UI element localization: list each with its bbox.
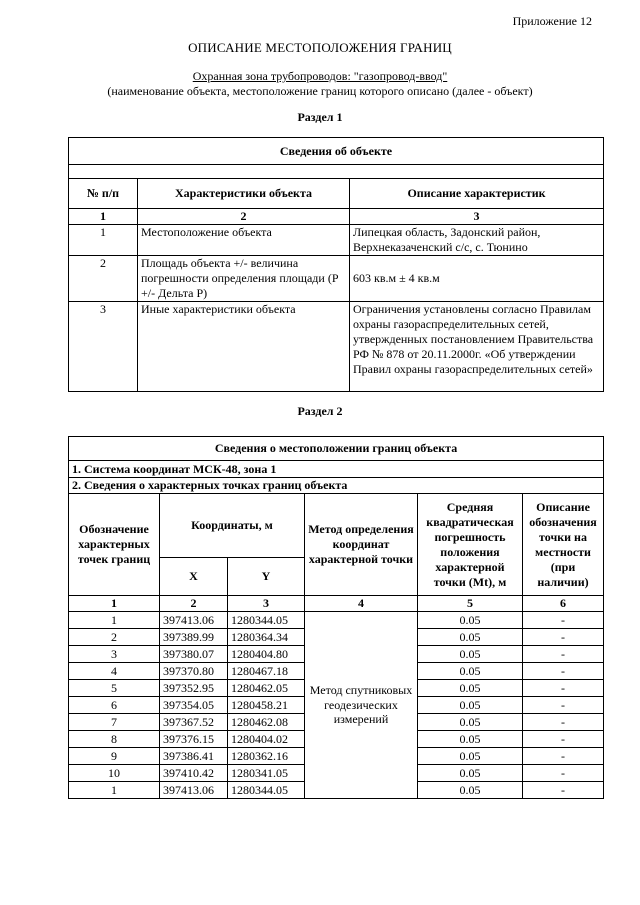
point-error: 0.05 xyxy=(418,714,523,731)
coordinate-system: 1. Система координат МСК-48, зона 1 xyxy=(69,461,604,478)
point-error: 0.05 xyxy=(418,612,523,629)
point-id: 5 xyxy=(69,680,160,697)
point-y: 1280362.16 xyxy=(228,748,305,765)
row-number: 2 xyxy=(69,256,138,302)
point-error: 0.05 xyxy=(418,697,523,714)
col-number: 2 xyxy=(160,596,228,612)
header-method: Метод определения координат характерной точки xyxy=(305,494,418,596)
point-error: 0.05 xyxy=(418,680,523,697)
point-y: 1280404.02 xyxy=(228,731,305,748)
point-x: 397389.99 xyxy=(160,629,228,646)
point-error: 0.05 xyxy=(418,629,523,646)
point-x: 397410.42 xyxy=(160,765,228,782)
col-number: 3 xyxy=(228,596,305,612)
header-y: Y xyxy=(228,558,305,596)
point-id: 2 xyxy=(69,629,160,646)
point-x: 397354.05 xyxy=(160,697,228,714)
point-description: - xyxy=(523,714,604,731)
point-error: 0.05 xyxy=(418,646,523,663)
point-error: 0.05 xyxy=(418,765,523,782)
point-x: 397386.41 xyxy=(160,748,228,765)
point-description: - xyxy=(523,731,604,748)
characteristic-value: 603 кв.м ± 4 кв.м xyxy=(350,256,604,302)
characteristic-value: Ограничения установлены согласно Правилам охраны газораспределительных сетей, утвержденных постановлением Правительства РФ № 878 от 20.11.2000г. «Об утверждении Правил охраны газораспределительных сетей» xyxy=(350,302,604,392)
object-info-title: Сведения об объекте xyxy=(69,138,604,165)
header-description: Описание обозначения точки на местности (при наличии) xyxy=(523,494,604,596)
object-name: Охранная зона трубопроводов: "газопровод-ввод" xyxy=(192,69,448,83)
point-id: 1 xyxy=(69,612,160,629)
point-error: 0.05 xyxy=(418,748,523,765)
point-y: 1280462.08 xyxy=(228,714,305,731)
boundary-points-table xyxy=(68,436,604,799)
row-number: 3 xyxy=(69,302,138,392)
point-id: 1 xyxy=(69,782,160,799)
characteristic-name: Местоположение объекта xyxy=(138,225,350,256)
boundary-table-title: Сведения о местоположении границ объекта xyxy=(69,437,604,461)
header-error: Средняя квадратическая погрешность положения характерной точки (Mt), м xyxy=(418,494,523,596)
point-description: - xyxy=(523,782,604,799)
point-y: 1280341.05 xyxy=(228,765,305,782)
point-id: 9 xyxy=(69,748,160,765)
point-x: 397352.95 xyxy=(160,680,228,697)
point-id: 10 xyxy=(69,765,160,782)
point-description: - xyxy=(523,765,604,782)
col-header-characteristic: Характеристики объекта xyxy=(138,179,350,209)
header-point-designation: Обозначение характерных точек границ xyxy=(69,494,160,596)
col-number: 1 xyxy=(69,596,160,612)
col-number: 1 xyxy=(69,209,138,225)
point-id: 8 xyxy=(69,731,160,748)
header-coordinates: Координаты, м xyxy=(160,494,305,558)
characteristic-value: Липецкая область, Задонский район, Верхнеказаченский с/с, с. Тюнино xyxy=(350,225,604,256)
point-id: 7 xyxy=(69,714,160,731)
point-x: 397370.80 xyxy=(160,663,228,680)
point-description: - xyxy=(523,680,604,697)
point-error: 0.05 xyxy=(418,731,523,748)
point-description: - xyxy=(523,629,604,646)
point-y: 1280467.18 xyxy=(228,663,305,680)
point-y: 1280404.80 xyxy=(228,646,305,663)
point-id: 4 xyxy=(69,663,160,680)
col-number: 5 xyxy=(418,596,523,612)
point-description: - xyxy=(523,663,604,680)
characteristic-name: Площадь объекта +/- величина погрешности определения площади (Р +/- Дельта Р) xyxy=(138,256,350,302)
point-error: 0.05 xyxy=(418,782,523,799)
point-id: 3 xyxy=(69,646,160,663)
method-cell: Метод спутниковых геодезических измерений xyxy=(305,612,418,799)
point-y: 1280344.05 xyxy=(228,782,305,799)
characteristic-name: Иные характеристики объекта xyxy=(138,302,350,392)
object-name-caption: (наименование объекта, местоположение границ которого описано (далее - объект) xyxy=(107,84,533,98)
col-header-number: № п/п xyxy=(69,179,138,209)
document-title: ОПИСАНИЕ МЕСТОПОЛОЖЕНИЯ ГРАНИЦ xyxy=(188,40,452,55)
point-y: 1280364.34 xyxy=(228,629,305,646)
point-x: 397376.15 xyxy=(160,731,228,748)
point-y: 1280462.05 xyxy=(228,680,305,697)
section1-label: Раздел 1 xyxy=(297,110,343,124)
col-number: 4 xyxy=(305,596,418,612)
point-error: 0.05 xyxy=(418,663,523,680)
point-y: 1280458.21 xyxy=(228,697,305,714)
points-info-subtitle: 2. Сведения о характерных точках границ объекта xyxy=(69,478,604,494)
point-description: - xyxy=(523,697,604,714)
point-description: - xyxy=(523,646,604,663)
spacer-row xyxy=(69,165,604,179)
col-number: 2 xyxy=(138,209,350,225)
object-info-table xyxy=(68,137,604,392)
point-y: 1280344.05 xyxy=(228,612,305,629)
col-number: 3 xyxy=(350,209,604,225)
col-header-description: Описание характеристик xyxy=(350,179,604,209)
point-x: 397413.06 xyxy=(160,782,228,799)
point-id: 6 xyxy=(69,697,160,714)
section2-label: Раздел 2 xyxy=(297,404,343,418)
point-description: - xyxy=(523,748,604,765)
point-x: 397380.07 xyxy=(160,646,228,663)
header-x: X xyxy=(160,558,228,596)
point-x: 397413.06 xyxy=(160,612,228,629)
point-description: - xyxy=(523,612,604,629)
point-x: 397367.52 xyxy=(160,714,228,731)
appendix-label: Приложение 12 xyxy=(512,14,592,28)
row-number: 1 xyxy=(69,225,138,256)
col-number: 6 xyxy=(523,596,604,612)
